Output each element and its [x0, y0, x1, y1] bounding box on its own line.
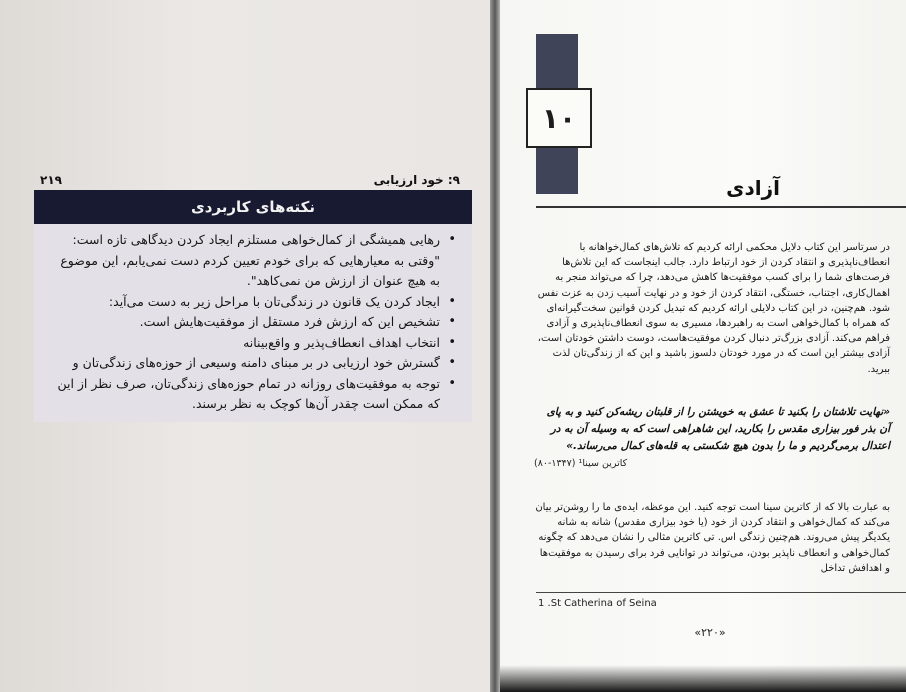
chapter-title: آزادی	[726, 176, 780, 200]
quote-attribution: کاترین سینا¹ (۱۳۴۷-۸۰)	[534, 458, 628, 469]
title-divider	[536, 206, 906, 208]
tip-item: • انتخاب اهداف انعطاف‌پذیر و واقع‌بینانه	[48, 333, 450, 354]
tip-box	[34, 190, 472, 422]
chapter-number: ۱۰	[526, 88, 592, 148]
page-shadow	[500, 665, 906, 692]
body-paragraph-1: در سرتاسر این کتاب دلایل محکمی ارائه کردیم که تلاش‌های کمال‌خواهانه با انعطاف‌ناپذیری و انتقاد کردن از خود ارتباط دارد. جالب اینجاست که این تلاش‌ها فرصت‌های شما را برای کسب موفقیت‌ها کاهش می‌دهد، چرا که می‌تواند منجر به اهمال‌کاری، اجتناب، خستگی، انتقاد کردن از خود و در نهایت آسیب زدن به عزت نفس شود. هم‌چنین، در این کتاب دلایلی ارائه کردیم که تبدیل کردن قوانین سخت‌گیرانه‌ای که همراه با کمال‌خواهی است به راهبردها، مسیری به سوی انعطاف‌ناپذیری و آزادی فراهم می‌کند. آزادی بزرگ‌تر دنبال کردن موفقیت‌هاست، دوست داشتن خودتان است، آزادی بیشتر این است که در مورد خودتان دلسوز باشید و این که از زندگی‌تان لذت ببرید.	[537, 242, 890, 375]
page-number-right: «۲۲۰»	[694, 626, 726, 639]
footnote: 1 .St Catherina of Seina	[538, 598, 657, 609]
tip-box-title: نکته‌های کاربردی	[34, 190, 472, 224]
tip-item: • تشخیص این که ارزش فرد مستقل از موفقیت‌هایش است.	[48, 312, 450, 333]
running-head	[40, 170, 460, 190]
epigraph-quote: «نهایت تلاشتان را بکنید تا عشق به خویشتن را از قلبتان ریشه‌کن کنید و به پای آن بذر فور بیزاری مقدس را بکارید، این شاهراهی است که به وسیله آن به در اعتدال برمی‌گردیم و ما را بدون هیچ شکستی به قله‌های کمال می‌رساند.»	[546, 406, 890, 452]
footnote-divider	[536, 592, 906, 593]
tip-item: • رهایی همیشگی از کمال‌خواهی مستلزم ایجاد کردن دیدگاهی تازه است: "وقتی به معیارهایی که برای خودم تعیین کردم دست نمی‌یابم، این موضوع به هیچ عنوان از ارزش من نمی‌کاهد".	[48, 230, 450, 292]
running-head-chapter: ۹: خود ارزیابی	[373, 173, 460, 187]
page-number-left: ۲۱۹	[40, 173, 62, 187]
book-gutter	[490, 0, 500, 692]
tip-list	[34, 224, 472, 415]
tip-item: • ایجاد کردن یک قانون در زندگی‌تان با مراحل زیر به دست می‌آید:	[48, 292, 450, 313]
tip-item: • توجه به موفقیت‌های روزانه در تمام حوزه‌های زندگی‌تان، صرف نظر از این که ممکن است چقدر آن‌ها کوچک به نظر برسند.	[48, 374, 450, 415]
right-page	[500, 0, 906, 692]
tip-item: • گسترش خود ارزیابی در بر مبنای دامنه وسیعی از حوزه‌های زندگی‌تان و	[48, 353, 450, 374]
body-paragraph-2: به عبارت بالا که از کاترین سینا است توجه کنید. این موعظه، ایده‌ی ما را روشن‌تر بیان می‌کند که کمال‌خواهی و انتقاد کردن از خود (یا خود بیزاری مقدس) شانه به شانه یکدیگر پیش می‌روند. هم‌چنین زندگی اس. تی کاترین مثالی را نشان می‌دهد که چگونه کمال‌خواهی و انعطاف ناپذیر بودن، می‌تواند در توانایی فرد برای رسیدن به موفقیت‌ها و اهدافش تداخل	[535, 502, 890, 574]
